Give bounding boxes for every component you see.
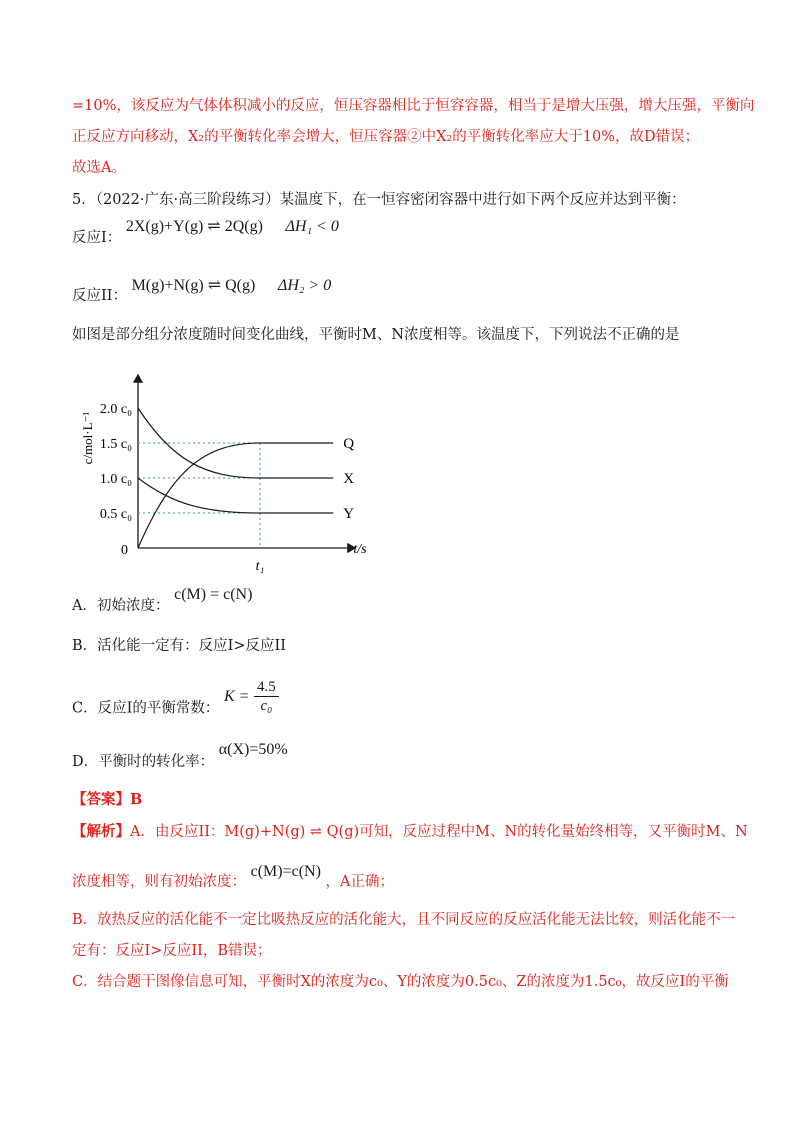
option-b: B．活化能一定有：反应I>反应II xyxy=(72,638,286,654)
answer-label: 【答案】B xyxy=(72,791,143,808)
series-line-q xyxy=(138,443,333,548)
analysis-a-text-1: A．由反应II：M(g)+N(g) ⇌ Q(g)可知，反应过程中M、N的转化量始终相等，又平衡时M、N xyxy=(130,824,748,840)
y-tick-label: 0.5 c₀ xyxy=(99,507,132,522)
reaction-1-label: 反应I： xyxy=(72,230,122,246)
reaction-1-equation: 2X(g)+Y(g) ⇌ 2Q(g) xyxy=(125,218,263,235)
option-c-denominator: c₀ xyxy=(260,698,273,714)
origin-label: 0 xyxy=(121,543,128,558)
series-label-q: Q xyxy=(343,436,355,452)
option-c-lhs: K = xyxy=(223,687,250,705)
option-a xyxy=(72,586,253,616)
option-d-expression: α(X)=50% xyxy=(218,741,288,758)
analysis-label: 【解析】 xyxy=(72,823,130,840)
analysis-a-line-1 xyxy=(72,822,748,842)
analysis-b-line-1: B．放热反应的活化能不一定比吸热反应的活化能大，且不同反应的反应活化能无法比较，则活化能不一 xyxy=(72,912,736,928)
analysis-a-text-2: 浓度相等，则有初始浓度： xyxy=(72,874,246,890)
y-axis-label: c/mol·L⁻¹ xyxy=(80,411,95,465)
series-label-y: Y xyxy=(343,506,355,522)
question-heading: 5．（2022·广东·高三阶段练习）某温度下，在一恒容密闭容器中进行如下两个反应并达到平衡： xyxy=(72,192,686,208)
x-tick-label: t₁ xyxy=(255,559,265,574)
analysis-a-text-3: ，A正确； xyxy=(325,874,395,890)
reaction-2-label: 反应II： xyxy=(72,288,127,304)
top-text-line-2: 正反应方向移动，X₂的平衡转化率会增大，恒压容器②中X₂的平衡转化率应大于10%，故D错误； xyxy=(72,129,700,145)
top-text-line-3: 故选A。 xyxy=(72,160,126,176)
analysis-a-expression: c(M)=c(N) xyxy=(250,863,321,880)
series-line-y xyxy=(138,478,333,513)
option-c xyxy=(72,679,279,727)
option-c-fraction xyxy=(254,678,279,715)
reaction-2-enthalpy: ΔH₂ > 0 xyxy=(277,277,332,294)
option-a-expression: c(M) = c(N) xyxy=(174,586,253,603)
y-tick-label: 1.5 c₀ xyxy=(99,437,132,452)
analysis-c-line-1: C．结合题干图像信息可知，平衡时X的浓度为c₀、Y的浓度为0.5c₀、Z的浓度为1.5c₀，故反应I的平衡 xyxy=(72,974,729,990)
option-c-numerator: 4.5 xyxy=(254,678,279,697)
question-stem: 如图是部分组分浓度随时间变化曲线，平衡时M、N浓度相等。该温度下，下列说法不正确的是 xyxy=(72,327,680,343)
reaction-1 xyxy=(72,218,339,248)
y-tick-label: 2.0 c₀ xyxy=(99,402,132,417)
reaction-2-equation: M(g)+N(g) ⇌ Q(g) xyxy=(131,277,256,294)
x-axis-label: t/s xyxy=(353,542,367,557)
analysis-b-line-2: 定有：反应I>反应II，B错误； xyxy=(72,943,272,959)
option-d-label: D．平衡时的转化率： xyxy=(72,754,215,770)
y-tick-label: 1.0 c₀ xyxy=(99,472,132,487)
top-text-line-1: =10%，该反应为气体体积减小的反应，恒压容器相比于恒容容器，相当于是增大压强，增大压强，平衡向 xyxy=(72,98,755,114)
option-d xyxy=(72,741,288,772)
series-label-x: X xyxy=(343,471,355,487)
option-a-label: A．初始浓度： xyxy=(72,598,170,614)
reaction-1-enthalpy: ΔH₁ < 0 xyxy=(285,218,339,235)
concentration-chart xyxy=(70,365,390,575)
reaction-2 xyxy=(72,277,332,306)
analysis-a-line-2 xyxy=(72,863,395,892)
option-c-label: C．反应I的平衡常数： xyxy=(72,700,220,717)
